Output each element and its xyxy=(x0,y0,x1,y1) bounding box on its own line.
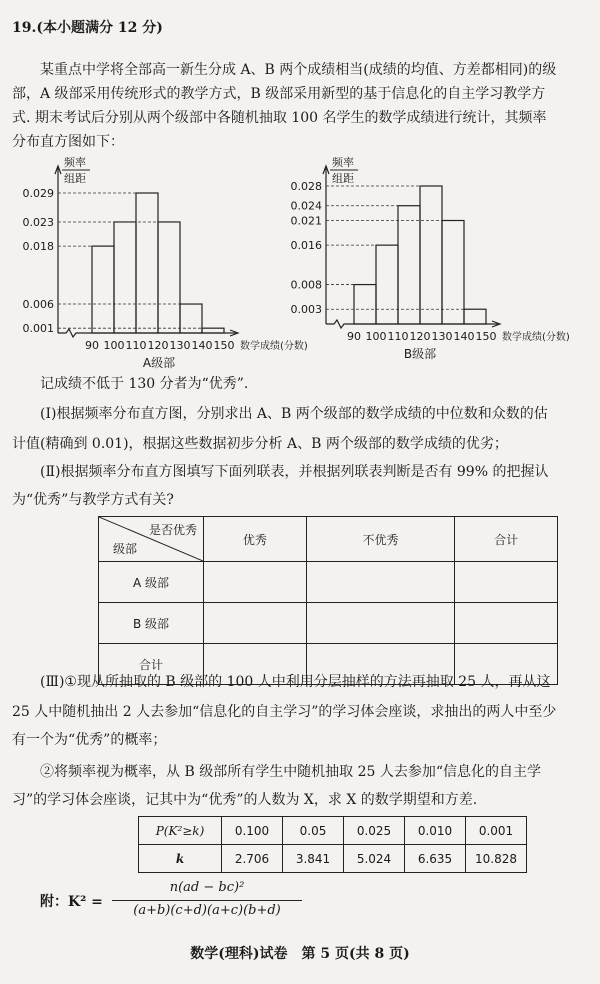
x-tick-label: 130 xyxy=(169,339,191,352)
histogram-bar xyxy=(464,309,486,324)
problem-number: 19. xyxy=(12,20,37,36)
question-1-line-2: 计值(精确到 0.01)，根据这些数据初步分析 A、B 两个级部的数学成绩的优劣； xyxy=(12,436,508,452)
page-footer: 数学(理科)试卷 第 5 页(共 8 页) xyxy=(190,946,410,962)
y-label-bottom: 组距 xyxy=(332,172,354,185)
histogram-bar xyxy=(376,245,398,324)
cell-empty[interactable] xyxy=(455,562,558,603)
x-tick-label: 100 xyxy=(103,339,125,352)
y-tick-label: 0.001 xyxy=(22,322,54,336)
problem-header xyxy=(12,18,163,38)
x-tick-label: 140 xyxy=(191,339,213,352)
y-label-top: 频率 xyxy=(64,156,86,169)
histogram-bar xyxy=(114,222,136,333)
histogram-bar xyxy=(158,222,180,333)
k-row1-cell: 0.05 xyxy=(283,817,344,845)
y-tick-label: 0.003 xyxy=(290,303,322,317)
histogram-bar xyxy=(180,304,202,333)
formula-denominator: (a+b)(c+d)(a+c)(b+d) xyxy=(133,903,281,918)
k-row1-cell: 0.010 xyxy=(405,817,466,845)
formula-prefix: 附：K² = xyxy=(40,894,103,910)
intro-line-3: 式. 期末考试后分别从两个级部中各随机抽取 100 名学生的数学成绩进行统计，其频率 xyxy=(12,110,547,126)
histogram-bar xyxy=(202,328,224,333)
table-diagonal-header xyxy=(99,517,204,562)
x-tick-label: 120 xyxy=(147,339,169,352)
question-3-line-3: 有一个为“优秀”的概率； xyxy=(12,732,167,748)
header-total: 合计 xyxy=(455,517,558,562)
x-tick-label: 150 xyxy=(475,330,497,343)
histogram-b xyxy=(280,148,598,373)
k-critical-table xyxy=(138,816,527,873)
histogram-bar xyxy=(354,285,376,324)
histogram-bar xyxy=(92,246,114,333)
intro-line-2: 部，A 级部采用传统形式的教学方式，B 级部采用新型的基于信息化的自主学习教学方 xyxy=(12,86,546,102)
score-note: (本小题满分 12 分) xyxy=(36,20,163,36)
question-3-line-2: 25 人中随机抽出 2 人去参加“信息化的自主学习”的学习体会座谈，求抽出的两人中至少 xyxy=(12,704,557,720)
k-row1-cell: 0.001 xyxy=(466,817,527,845)
k-row1-cell: 0.100 xyxy=(222,817,283,845)
diag-bottom-label: 级部 xyxy=(113,542,138,556)
x-axis-label: 数学成绩(分数) xyxy=(240,341,308,352)
question-1-line-1: (Ⅰ)根据频率分布直方图，分别求出 A、B 两个级部的数学成绩的中位数和众数的估 xyxy=(40,406,548,422)
x-tick-label: 120 xyxy=(409,330,431,343)
header-not-excellent: 不优秀 xyxy=(306,517,454,562)
histogram-a xyxy=(12,148,312,373)
y-label-bottom: 组距 xyxy=(64,172,86,185)
y-tick-label: 0.021 xyxy=(290,214,322,228)
x-tick-label: 90 xyxy=(347,330,361,343)
row-label-a: A 级部 xyxy=(99,562,204,603)
row-label-total: 合计 xyxy=(99,644,204,685)
x-tick-label: 140 xyxy=(453,330,475,343)
question-3-line-1: (Ⅲ)①现从所抽取的 B 级部的 100 人中利用分层抽样的方法再抽取 25 人，再从这 xyxy=(40,674,551,690)
question-3b-line-2: 习”的学习体会座谈，记其中为“优秀”的人数为 X，求 X 的数学期望和方差. xyxy=(12,792,478,808)
excellent-definition: 记成绩不低于 130 分者为“优秀”. xyxy=(40,376,249,392)
y-tick-label: 0.018 xyxy=(22,240,54,254)
intro-line-1: 某重点中学将全部高一新生分成 A、B 两个成绩相当(成绩的均值、方差都相同)的级 xyxy=(40,62,557,78)
formula-numerator: n(ad − bc)² xyxy=(169,880,245,895)
k-row2-cell: 2.706 xyxy=(222,845,283,873)
chart-title: B级部 xyxy=(403,347,437,361)
y-tick-label: 0.024 xyxy=(290,199,322,213)
question-3b-line-1: ②将频率视为概率，从 B 级部所有学生中随机抽取 25 人去参加“信息化的自主学 xyxy=(40,764,542,780)
x-tick-label: 130 xyxy=(431,330,453,343)
k-row1-label: P(K²≥k) xyxy=(139,817,222,845)
cell-empty[interactable] xyxy=(306,562,454,603)
contingency-table xyxy=(98,516,558,685)
histogram-bar xyxy=(420,186,442,324)
cell-empty[interactable] xyxy=(306,603,454,644)
k-row2-cell: 6.635 xyxy=(405,845,466,873)
question-2-line-1: (Ⅱ)根据频率分布直方图填写下面列联表，并根据列联表判断是否有 99% 的把握认 xyxy=(40,464,549,480)
x-tick-label: 90 xyxy=(85,339,99,352)
histogram-bar xyxy=(136,193,158,333)
chart-title: A级部 xyxy=(142,356,176,370)
x-tick-label: 110 xyxy=(125,339,147,352)
row-label-b: B 级部 xyxy=(99,603,204,644)
y-tick-label: 0.023 xyxy=(22,215,54,229)
y-label-top: 频率 xyxy=(332,156,354,169)
diag-top-label: 是否优秀 xyxy=(148,523,197,537)
k-row2-label: k xyxy=(139,845,222,873)
table-row xyxy=(139,845,527,873)
histogram-bar xyxy=(398,206,420,324)
cell-empty[interactable] xyxy=(204,562,307,603)
x-axis-label: 数学成绩(分数) xyxy=(502,332,570,343)
y-tick-label: 0.016 xyxy=(290,239,322,253)
table-row xyxy=(139,817,527,845)
x-tick-label: 110 xyxy=(387,330,409,343)
question-2-line-2: 为“优秀”与教学方式有关? xyxy=(12,492,174,508)
k-row2-cell: 3.841 xyxy=(283,845,344,873)
table-row xyxy=(99,562,558,603)
intro-line-4: 分布直方图如下： xyxy=(12,134,124,150)
x-tick-label: 100 xyxy=(365,330,387,343)
histogram-bar xyxy=(442,221,464,325)
table-row xyxy=(99,603,558,644)
k-row2-cell: 10.828 xyxy=(466,845,527,873)
header-excellent: 优秀 xyxy=(204,517,307,562)
k-row2-cell: 5.024 xyxy=(344,845,405,873)
fraction-bar xyxy=(112,900,302,901)
cell-empty[interactable] xyxy=(204,603,307,644)
y-tick-label: 0.029 xyxy=(22,187,54,200)
y-tick-label: 0.006 xyxy=(22,298,54,312)
cell-empty[interactable] xyxy=(455,603,558,644)
y-tick-label: 0.008 xyxy=(290,278,322,292)
k-row1-cell: 0.025 xyxy=(344,817,405,845)
x-tick-label: 150 xyxy=(213,339,235,352)
y-tick-label: 0.028 xyxy=(290,180,322,193)
